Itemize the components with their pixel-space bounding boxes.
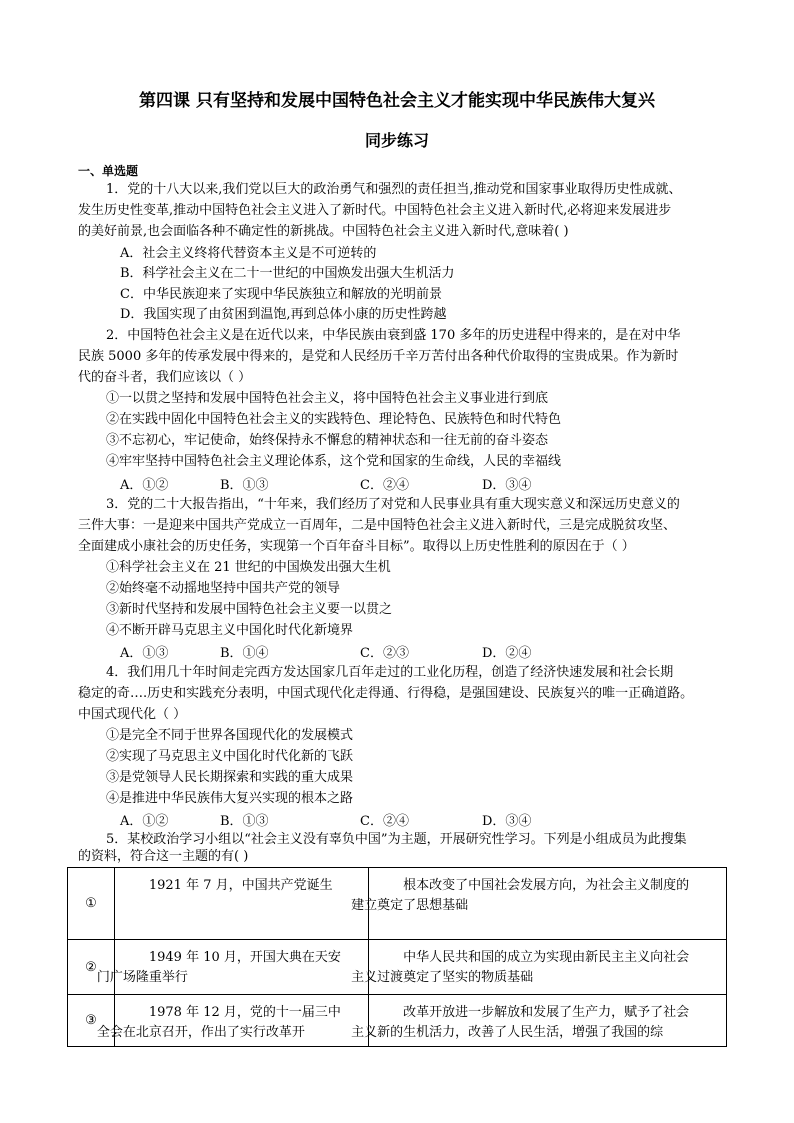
row-number: ① — [68, 868, 115, 940]
q2-stem-line: 2．中国特色社会主义是在近代以来，中华民族由衰到盛 170 多年的历史进程中得来的，是在对中华 — [106, 328, 681, 343]
q2-choice-a[interactable]: A．①② — [120, 478, 169, 493]
q1-option-d[interactable]: D．我国实现了由贫困到温饱,再到总体小康的历史性跨越 — [120, 307, 447, 322]
q3-item-1: ①科学社会主义在 21 世纪的中国焕发出强大生机 — [106, 560, 391, 575]
q3-stem-line: 全面建成小康社会的历史任务，实现第一个百年奋斗目标”。取得以上历史性胜利的原因在于（ ） — [78, 539, 635, 554]
q3-stem-line: 三件大事：一是迎来中国共产党成立一百周年，二是中国特色社会主义进入新时代，三是完成脱贫攻坚、 — [78, 518, 677, 533]
q4-item-1: ①是完全不同于世界各国现代化的发展模式 — [106, 728, 354, 743]
meaning-cell — [351, 995, 727, 1047]
event-cell — [114, 868, 368, 940]
q2-stem-line: 代的奋斗者，我们应该以（ ） — [78, 370, 252, 385]
q3-choice-d[interactable]: D．②④ — [482, 646, 532, 661]
event-text: 门广场隆重举行 — [96, 970, 188, 985]
q5-stem-line: 5．某校政治学习小组以“社会主义没有辜负中国”为主题，开展研究性学习。下列是小组成员为此搜集 — [106, 832, 687, 847]
q2-item-2: ②在实践中固化中国特色社会主义的实践特色、理论特色、民族特色和时代特色 — [106, 412, 562, 427]
table-row — [68, 995, 727, 1047]
meaning-text: 改革开放进一步解放和发展了生产力，赋予了社会 — [403, 1005, 690, 1020]
q3-item-3: ③新时代坚持和发展中国特色社会主义要一以贯之 — [106, 602, 393, 617]
q2-item-4: ④牢牢坚持中国特色社会主义理论体系，这个党和国家的生命线，人民的幸福线 — [106, 454, 562, 469]
meaning-text: 建立奠定了思想基础 — [351, 898, 469, 913]
q3-item-4: ④不断开辟马克思主义中国化时代化新境界 — [106, 623, 354, 638]
q1-option-b[interactable]: B．科学社会主义在二十一世纪的中国焕发出强大生机活力 — [120, 266, 455, 281]
q3-choice-a[interactable]: A．①③ — [120, 646, 169, 661]
q4-item-2: ②实现了马克思主义中国化时代化新的飞跃 — [106, 749, 354, 764]
q5-materials-table — [67, 867, 727, 1047]
event-text: 1921 年 7 月，中国共产党诞生 — [148, 878, 333, 893]
q1-stem-line: 发生历史性变革,推动中国特色社会主义进入了新时代。中国特色社会主义进入新时代,必将迎来发展进步 — [78, 203, 672, 218]
meaning-text: 主义新的生机活力，改善了人民生活，增强了我国的综 — [351, 1025, 664, 1040]
event-text: 1949 年 10 月，开国大典在天安 — [148, 950, 341, 965]
q1-option-a[interactable]: A．社会主义终将代替资本主义是不可逆转的 — [120, 246, 377, 261]
table-row — [68, 868, 727, 940]
q4-choice-c[interactable]: C．②④ — [360, 814, 409, 829]
q4-choice-a[interactable]: A．①② — [120, 814, 169, 829]
table-row — [68, 940, 727, 995]
meaning-text: 根本改变了中国社会发展方向，为社会主义制度的 — [403, 878, 690, 893]
q4-stem-line: 稳定的奇….历史和实践充分表明，中国式现代化走得通、行得稳，是强国建设、民族复兴的唯一正确道路。 — [78, 686, 694, 701]
q5-stem-line: 的资料，符合这一主题的有( ) — [78, 849, 249, 864]
q4-choices — [120, 810, 531, 829]
q3-stem-line: 3．党的二十大报告指出，“十年来，我们经历了对党和人民事业具有重大现实意义和深远历史意义的 — [106, 497, 680, 512]
page-subtitle: 同步练习 — [364, 131, 429, 150]
q4-choice-d[interactable]: D．③④ — [482, 814, 532, 829]
q3-choice-c[interactable]: C．②③ — [360, 646, 409, 661]
meaning-text: 中华人民共和国的成立为实现由新民主主义向社会 — [403, 950, 690, 965]
q2-choice-c[interactable]: C．②④ — [360, 478, 409, 493]
q3-choices — [120, 642, 531, 661]
q1-option-c[interactable]: C．中华民族迎来了实现中华民族独立和解放的光明前景 — [120, 287, 442, 302]
row-number: ③ — [68, 995, 115, 1047]
q3-item-2: ②始终毫不动摇地坚持中国共产党的领导 — [106, 581, 341, 596]
q3-choice-b[interactable]: B．①④ — [220, 646, 269, 661]
event-cell — [96, 995, 368, 1047]
q4-item-4: ④是推进中华民族伟大复兴实现的根本之路 — [106, 791, 354, 806]
event-text: 1978 年 12 月，党的十一届三中 — [148, 1005, 341, 1020]
event-cell — [96, 940, 368, 995]
q4-stem-line: 4．我们用几十年时间走完西方发达国家几百年走过的工业化历程，创造了经济快速发展和社会长期 — [106, 665, 674, 680]
q2-choices — [120, 474, 531, 493]
q2-item-3: ③不忘初心，牢记使命，始终保持永不懈怠的精神状态和一往无前的奋斗姿态 — [106, 433, 549, 448]
q4-choice-b[interactable]: B．①③ — [220, 814, 269, 829]
event-text: 全会在北京召开，作出了实行改革开 — [96, 1025, 305, 1040]
section-heading: 一、单选题 — [78, 164, 139, 178]
meaning-cell — [351, 868, 727, 940]
q1-stem-line: 的美好前景,也会面临各种不确定性的新挑战。中国特色社会主义进入新时代,意味着( ) — [78, 224, 569, 239]
meaning-cell — [351, 940, 727, 995]
q2-choice-b[interactable]: B．①③ — [220, 478, 269, 493]
q1-stem-line: 1．党的十八大以来,我们党以巨大的政治勇气和强烈的责任担当,推动党和国家事业取得历史性成就、 — [106, 182, 682, 197]
q2-choice-d[interactable]: D．③④ — [482, 478, 532, 493]
row-number: ② — [68, 940, 115, 995]
q2-stem-line: 民族 5000 多年的传承发展中得来的，是党和人民经历千辛万苦付出各种代价取得的宝贵成果。作为新时 — [78, 349, 679, 364]
page-title: 第四课 只有坚持和发展中国特色社会主义才能实现中华民族伟大复兴 — [139, 91, 655, 111]
q4-item-3: ③是党领导人民长期探索和实践的重大成果 — [106, 770, 354, 785]
q4-stem-line: 中国式现代化（ ） — [78, 707, 187, 722]
meaning-text: 主义过渡奠定了坚实的物质基础 — [351, 970, 534, 985]
q2-item-1: ①一以贯之坚持和发展中国特色社会主义，将中国特色社会主义事业进行到底 — [106, 391, 549, 406]
